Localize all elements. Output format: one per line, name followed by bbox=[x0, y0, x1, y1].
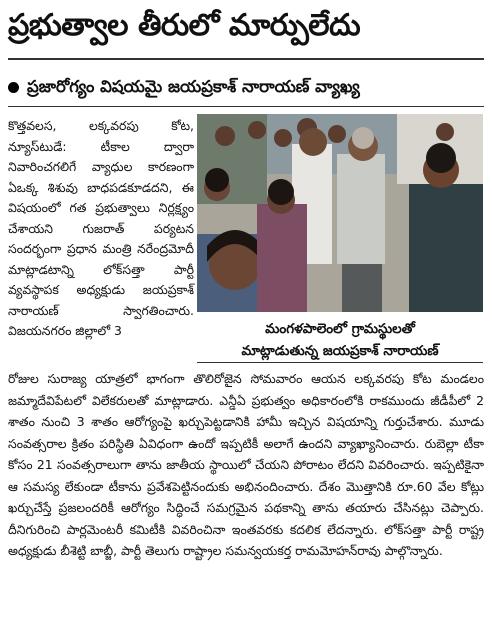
headline: ప్రభుత్వాల తీరులో మార్పులేదు bbox=[8, 8, 361, 43]
photo-caption-line-1: మంగళపాలెంలో గ్రామస్థులతో bbox=[265, 321, 415, 337]
photo-caption bbox=[197, 318, 483, 362]
subheadline-divider bbox=[8, 106, 484, 107]
caption-divider bbox=[197, 362, 483, 363]
headline-divider bbox=[8, 58, 484, 60]
news-photo bbox=[197, 114, 483, 312]
left-column bbox=[8, 116, 194, 342]
left-column-text: కొత్తవలస, లక్కవరపు కోట, న్యూస్‌టుడే: టీకాల ద్వారా నివారించగలిగే వ్యాధుల కారణంగా ఏఒక్క శిశువు బాధపడకూడదని, ఈ విషయంలో గత ప్రభుత్వాలు నిర్లక్ష్యం చేశాయని గుజరాత్ పర్యటన సందర్భంగా ప్రధాన మంత్రి నరేంద్రమోదీ మాట్లాడటాన్ని లోక్‌సత్తా పార్టీ వ్యవస్థాపక అధ్యక్షుడు జయప్రకాశ్ నారాయణ్ స్వాగతించారు. విజయనగరం జిల్లాలో 3 bbox=[8, 118, 194, 338]
bullet-icon bbox=[8, 82, 19, 93]
crowd-photo-illustration bbox=[197, 114, 483, 312]
body-text: రోజుల సురాజ్య యాత్రలో భాగంగా తొలిరోజైన సోమవారం ఆయన లక్కవరపు కోట మండలం జమ్మాదేవిపేటలో విలేకరులతో మాట్లాడారు. ఎన్డీఏ ప్రభుత్వం అధికారంలోకి రాకముందు జీడీపీలో 2 శాతం నుంచి 3 శాతం ఆరోగ్యంపై ఖర్చుపెట్టడానికి హామీ ఇచ్చిన విషయాన్ని గుర్తుచేశారు. మూడు సంవత్సరాల క్రితం పరిస్థితి ఏవిధంగా ఉందో ఇప్పటికీ అలాగే ఉందని వ్యాఖ్యానించారు. రుబెల్లా టీకా కోసం 21 సంవత్సరాలుగా తాను జాతీయ స్థాయిలో చేయని పోరాటం లేదని వివరించారు. ఇప్పటికైనా ఆ సమస్య లేకుండా టీకాను ప్రవేశపెట్టినందుకు అభినందించారు. దేశం మొత్తానికి రూ.60 వేల కోట్లు ఖర్చుచేస్తే ప్రజలందరికీ ఆరోగ్యం సిద్ధించే సమగ్రమైన పథకాన్ని తాను తయారు చేసినట్లు చెప్పారు. దీనిగురించి పార్లమెంటరీ కమిటీకి వివరించినా ఇంతవరకు కదలిక లేదన్నారు. లోక్‌సత్తా పార్టీ రాష్ట్ర అధ్యక్షుడు బీశెట్టి బాబ్జీ, పార్టీ తెలుగు రాష్ట్రాల సమన్వయకర్త రామమోహన్‌రావు పాల్గొన్నారు. bbox=[8, 371, 484, 558]
subheadline bbox=[8, 74, 488, 100]
subheadline-text: ప్రజారోగ్యం విషయమై జయప్రకాశ్ నారాయణ్ వ్యాఖ్య bbox=[27, 77, 360, 96]
body-text-block bbox=[8, 368, 484, 562]
photo-caption-line-2: మాట్లాడుతున్న జయప్రకాశ్ నారాయణ్ bbox=[241, 343, 439, 359]
